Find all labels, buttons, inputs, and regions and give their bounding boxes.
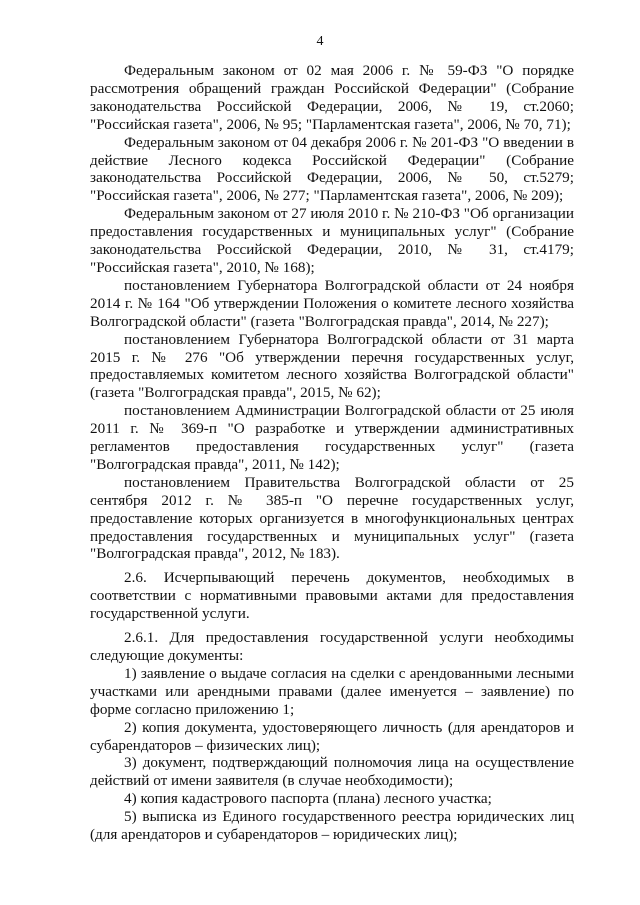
document-body bbox=[90, 62, 574, 844]
list-item-4: 4) копия кадастрового паспорта (плана) лесного участка; bbox=[124, 790, 492, 808]
paragraph-governor-164: постановлением Губернатора Волгоградской области от 24 ноября 2014 г. № 164 "Об утверждении Положения о комитете лесного хозяйства Волгоградской области" (газета "Волгоградская правда", 2014, № 227); bbox=[90, 276, 574, 330]
list-item-2: 2) копия документа, удостоверяющего личность (для арендаторов и субарендаторов – физических лиц); bbox=[90, 718, 574, 754]
paragraph-government-385p: постановлением Правительства Волгоградской области от 25 сентября 2012 г. № 385-п "О перечне государственных услуг, предоставление которых организуется в многофункциональных центрах предоставления государственных и муниципальных услуг" (газета "Волгоградская правда", 2012, № 183). bbox=[90, 473, 574, 563]
paragraph-law-201fz: Федеральным законом от 04 декабря 2006 г. № 201-ФЗ "О введении в действие Лесного кодекса Российской Федерации" (Собрание законодательства Российской Федерации, 2006, № 50, ст.5279; "Российская газета", 2006, № 277; "Парламентская газета", 2006, № 209); bbox=[90, 133, 574, 205]
list-item-1: 1) заявление о выдаче согласия на сделки с арендованными лесными участками или арендными правами (далее именуется – заявление) по форме согласно приложению 1; bbox=[90, 664, 574, 718]
paragraph-law-210fz: Федеральным законом от 27 июля 2010 г. № 210-ФЗ "Об организации предоставления государственных и муниципальных услуг" (Собрание законодательства Российской Федерации, 2010, № 31, ст.4179; "Российская газета", 2010, № 168); bbox=[90, 205, 574, 276]
list-item-5: 5) выписка из Единого государственного реестра юридических лиц (для арендаторов и субарендаторов – юридических лиц); bbox=[90, 808, 574, 844]
section-2-6: 2.6. Исчерпывающий перечень документов, необходимых в соответствии с нормативными правовыми актами для предоставления государственной услуги. bbox=[90, 569, 574, 623]
paragraph-administration-369p: постановлением Администрации Волгоградской области от 25 июля 2011 г. № 369-п "О разработке и утверждении административных регламентов предоставления государственных услуг" (газета "Волгоградская правда", 2011, № 142); bbox=[90, 402, 574, 473]
paragraph-law-59fz: Федеральным законом от 02 мая 2006 г. № 59-ФЗ "О порядке рассмотрения обращений граждан Российской Федерации" (Собрание законодательства Российской Федерации, 2006, № 19, ст.2060; "Российская газета", 2006, № 95; "Парламентская газета", 2006, № 70, 71); bbox=[90, 62, 574, 133]
section-2-6-1: 2.6.1. Для предоставления государственной услуги необходимы следующие документы: bbox=[90, 629, 574, 664]
paragraph-governor-276: постановлением Губернатора Волгоградской области от 31 марта 2015 г. № 276 "Об утверждении перечня государственных услуг, предоставляемых комитетом лесного хозяйства Волгоградской области" (газета "Волгоградская правда", 2015, № 62); bbox=[90, 330, 574, 402]
list-item-3: 3) документ, подтверждающий полномочия лица на осуществление действий от имени заявителя (в случае необходимости); bbox=[90, 754, 574, 790]
page-number: 4 bbox=[316, 34, 324, 49]
